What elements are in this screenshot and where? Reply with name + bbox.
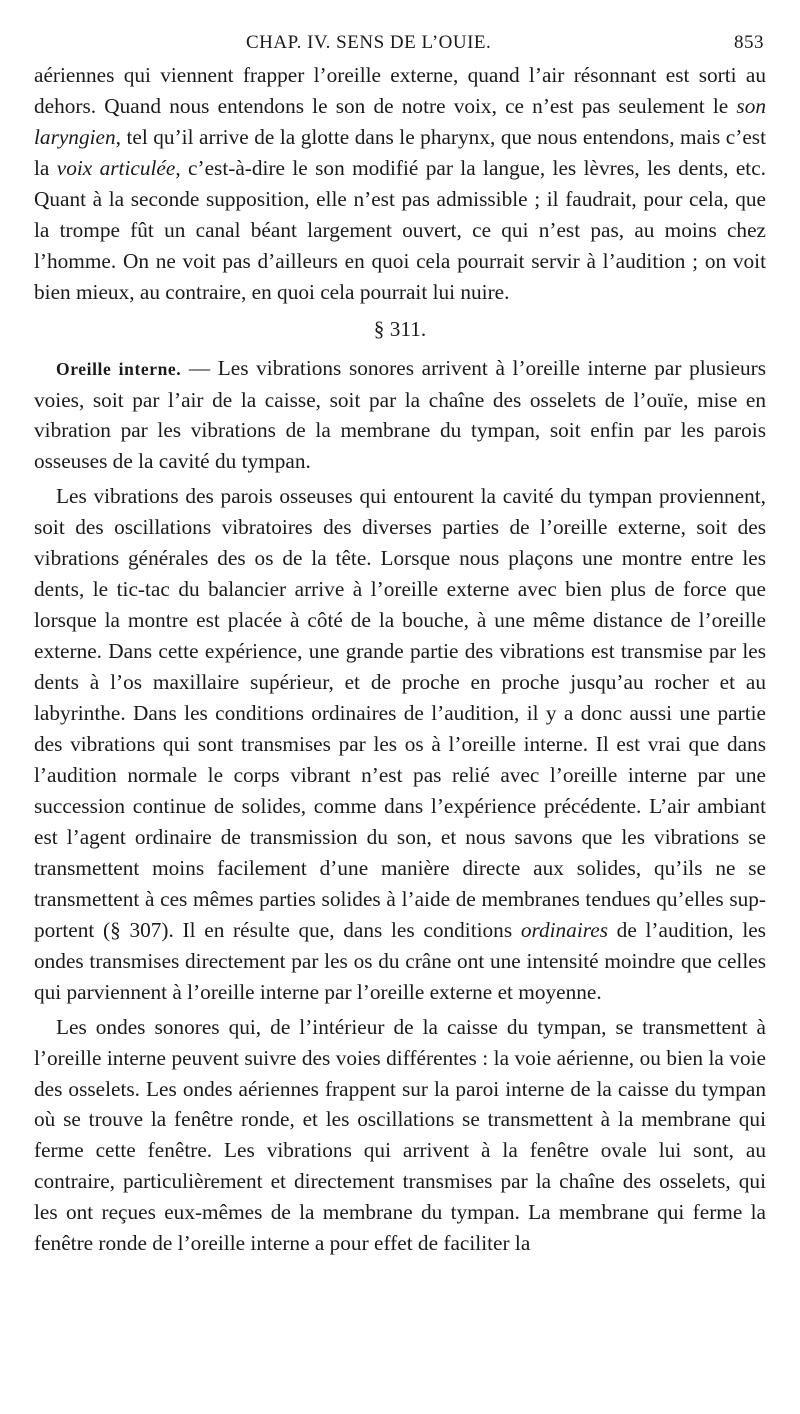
paragraph-text: Les ondes sonores qui, de l’intérieur de la caisse du tympan, se transmettent à l’oreille interne peuvent suivre des voies différentes : la voie aérienne, ou bien la voie des osselets. Les ondes aériennes frappent sur la paroi interne de la caisse du tympan où se trouve la fenêtre ronde, et les oscillations se transmettent à la membrane qui ferme cette fenêtre. Les vibrations qui arrivent à la fenêtre ovale lui sont, au contraire, particulièrement et directement transmises par la chaîne des osselets, qui les ont reçues eux-mêmes de la membrane du tympan. La membrane qui ferme la fenêtre ronde de l’oreille interne a pour effet de faciliter la (34, 1014, 766, 1256)
paragraph-text: de l’audition, les ondes transmises directement par les os du crâne ont une intensité moindre que celles qui parviennent à l’oreille interne par l’oreille externe et moyenne. (34, 917, 766, 1004)
italic-term: ordinaires (520, 917, 608, 942)
paragraph (34, 1012, 766, 1260)
page-number: 853 (734, 32, 764, 53)
paragraph (34, 481, 766, 1007)
body-text (34, 60, 766, 1259)
running-title: CHAP. IV. SENS DE L’OUIE. (246, 32, 492, 53)
section-number: § 311. (373, 316, 427, 341)
italic-term: voix articulée (56, 155, 176, 180)
italic-term: son laryngien (34, 93, 766, 149)
paragraph-text: , c’est-à-dire le son modifié par la langue, les lèvres, les dents, etc. Quant à la seconde supposition, elle n’est pas admissible ; il faudrait, pour cela, que la trompe fût un canal béant largement ouvert, ce qui n’est pas, au moins chez l’homme. On ne voit pas d’ailleurs en quoi cela pourrait servir à l’audition ; on voit bien mieux, au contraire, en quoi cela pourrait lui nuire. (34, 155, 766, 304)
paragraph-text: aériennes qui viennent frapper l’oreille externe, quand l’air résonnant est sorti au dehors. Quand nous entendons le son de notre voix, ce n’est pas seulement le (34, 63, 766, 118)
running-head (34, 30, 766, 60)
paragraph-text: , tel qu’il arrive de la glotte dans le pharynx, que nous entendons, mais c’est la (34, 124, 766, 180)
run-in-heading: Oreille interne. (56, 358, 182, 379)
paragraph (34, 353, 766, 478)
paragraph-continued (34, 60, 766, 308)
book-page (34, 30, 766, 1259)
paragraph-text: — Les vibrations sonores arrivent à l’oreille interne par plusieurs voies, soit par l’air de la caisse, soit par la chaîne des osselets de l’ouïe, mise en vibration par les vibrations de la membrane du tympan, soit enfin par les parois osseuses de la cavité du tympan. (34, 355, 766, 474)
paragraph-text: Les vibrations des parois osseuses qui entourent la cavité du tympan proviennent, soit des oscillations vibratoires des diverses parties de l’oreille externe, soit des vibrations générales des os de la tête. Lorsque nous plaçons une montre entre les dents, le tic-tac du balancier arrive à l’oreille externe avec bien plus de force que lorsque la montre est placée à côté de la bouche, à une même distance de l’oreille externe. Dans cette expérience, une grande partie des vibrations est transmise par les dents à l’os maxillaire supérieur, et de proche en proche jusqu’au rocher et au labyrinthe. Dans les conditions ordinaires de l’audition, il y a donc aussi une partie des vibrations qui sont transmises par les os à l’oreille interne. Il est vrai que dans l’audition normale le corps vibrant n’est pas relié avec l’oreille interne par une succession continue de solides, comme dans l’expérience précédente. L’air ambiant est l’agent ordinaire de transmission du son, et nous savons que les vibrations se transmettent moins facilement d’une manière directe aux solides, qu’ils ne se transmettent à ces mêmes parties solides à l’aide de membranes tendues qu’elles supportent (§ 307). Il en résulte que, dans les conditions (34, 484, 766, 942)
